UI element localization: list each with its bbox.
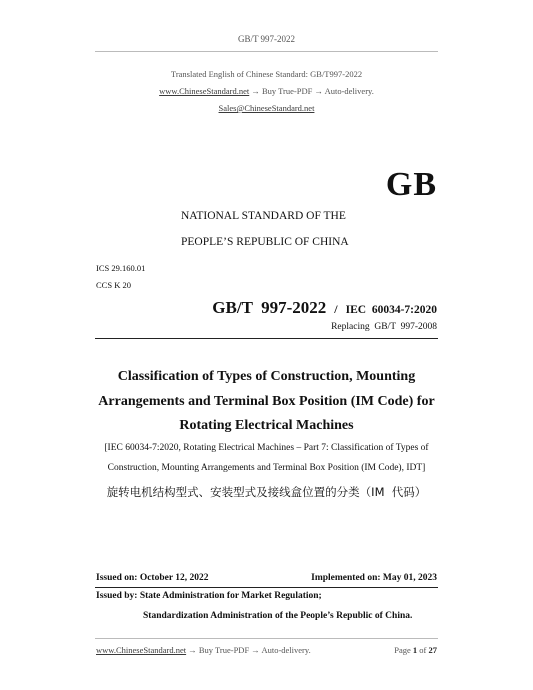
footer-rule — [95, 638, 438, 639]
promo-buy-line — [0, 86, 533, 96]
gb-logo: GB — [385, 166, 437, 203]
standard-number-row — [212, 298, 437, 318]
issued-by-2: Standardization Administration of the People’s Republic of China. — [143, 611, 413, 621]
subtitle-line-2: Construction, Mounting Arrangements and Terminal Box Position (IM Code), IDT] — [107, 463, 426, 473]
title-line-3: Rotating Electrical Machines — [179, 418, 354, 433]
dates-rule — [95, 587, 438, 588]
title-line-2: Arrangements and Terminal Box Position (IM Code) for — [98, 394, 435, 409]
sales-email-link[interactable]: Sales@ChineseStandard.net — [218, 103, 315, 113]
arrow-right-icon: → — [188, 645, 197, 655]
footer-delivery-text: Auto-delivery. — [261, 645, 311, 655]
footer-buy-line — [96, 645, 311, 655]
header-code: GB/T 997-2022 — [237, 34, 296, 44]
promo-line: Translated English of Chinese Standard: GB/T997-2022 — [170, 69, 363, 79]
national-line-2: PEOPLE’S REPUBLIC OF CHINA — [181, 236, 349, 248]
title-line-1: Classification of Types of Construction, Mounting — [117, 369, 416, 384]
replacing-text: Replacing GB/T 997-2008 — [331, 322, 437, 332]
footer-site-link[interactable]: www.ChineseStandard.net — [96, 645, 187, 655]
iec-number: IEC 60034-7:2020 — [345, 304, 437, 316]
standard-number: GB/T 997-2022 — [212, 298, 327, 317]
arrow-right-icon: → — [251, 645, 260, 655]
site-link[interactable]: www.ChineseStandard.net — [159, 86, 250, 96]
buy-text: Buy True-PDF — [262, 86, 313, 96]
subtitle-line-1: [IEC 60034-7:2020, Rotating Electrical Machines – Part 7: Classification of Types of — [104, 443, 429, 453]
footer-buy-text: Buy True-PDF — [198, 645, 250, 655]
of-word: of — [419, 645, 427, 655]
page-number: 1 — [412, 645, 418, 655]
title-rule — [95, 338, 438, 339]
national-line-1: NATIONAL STANDARD OF THE — [181, 210, 346, 222]
standard-slash: / — [334, 302, 338, 316]
ccs-code: CCS K 20 — [96, 280, 131, 290]
ics-code: ICS 29.160.01 — [96, 263, 146, 273]
header-rule — [95, 51, 438, 52]
arrow-right-icon: → — [251, 86, 260, 96]
arrow-right-icon: → — [314, 86, 323, 96]
implemented-date: Implemented on: May 01, 2023 — [311, 573, 437, 583]
delivery-text: Auto-delivery. — [324, 86, 374, 96]
page-indicator — [394, 645, 437, 655]
page-word: Page — [394, 645, 411, 655]
issued-date: Issued on: October 12, 2022 — [96, 573, 209, 583]
issued-by: Issued by: State Administration for Market Regulation; — [96, 591, 322, 601]
page-total: 27 — [428, 645, 437, 655]
sales-line — [0, 103, 533, 113]
chinese-title: 旋转电机结构型式、安装型式及接线盒位置的分类（IM 代码） — [106, 485, 427, 499]
